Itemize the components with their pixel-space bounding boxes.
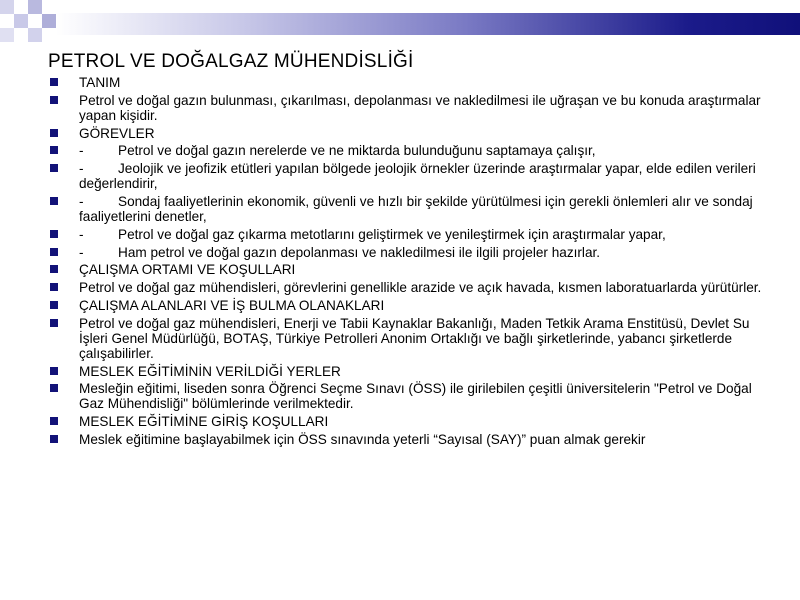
square-bullet-icon	[50, 265, 58, 273]
list-item	[48, 75, 768, 90]
square-bullet-icon	[50, 146, 58, 154]
slide-title: PETROL VE DOĞALGAZ MÜHENDİSLİĞİ	[48, 51, 414, 72]
list-item-text: Sondaj faaliyetlerinin ekonomik, güvenli ve hızlı bir şekilde yürütülmesi için gerekli önlemleri alır ve sondaj faaliyetlerini denetler,	[79, 193, 753, 224]
list-item	[48, 245, 768, 260]
list-item	[48, 298, 768, 313]
square-bullet-icon	[50, 197, 58, 205]
list-item	[48, 126, 768, 141]
dash-marker: -	[79, 193, 84, 209]
square-bullet-icon	[50, 248, 58, 256]
list-item-text: GÖREVLER	[79, 125, 155, 141]
list-item	[48, 227, 768, 242]
header-gradient-bar	[56, 13, 800, 35]
square-bullet-icon	[50, 367, 58, 375]
list-item-text: ÇALIŞMA ALANLARI VE İŞ BULMA OLANAKLARI	[79, 297, 385, 313]
list-item	[48, 414, 768, 429]
list-item-text: ÇALIŞMA ORTAMI VE KOŞULLARI	[79, 262, 296, 278]
dash-marker: -	[79, 226, 84, 242]
list-item-text: MESLEK EĞİTİMİNİN VERİLDİĞİ YERLER	[79, 363, 341, 379]
square-bullet-icon	[50, 384, 58, 392]
list-item-text: MESLEK EĞİTİMİNE GİRİŞ KOŞULLARI	[79, 414, 329, 430]
square-bullet-icon	[50, 164, 58, 172]
dash-marker: -	[79, 161, 84, 177]
list-item-text: Jeolojik ve jeofizik etütleri yapılan bölgede jeolojik örnekler üzerinde araştırmalar yapar, elde edilen verileri değerlendirir,	[79, 161, 756, 192]
square-bullet-icon	[50, 96, 58, 104]
corner-checker-decoration	[0, 0, 64, 50]
list-item	[48, 143, 768, 158]
list-item	[48, 381, 768, 411]
list-item	[48, 316, 768, 361]
dash-marker: -	[79, 244, 84, 260]
square-bullet-icon	[50, 435, 58, 443]
square-bullet-icon	[50, 417, 58, 425]
list-item	[48, 364, 768, 379]
dash-marker: -	[79, 143, 84, 159]
bullet-list	[48, 75, 768, 450]
list-item	[48, 280, 768, 295]
list-item-text: Petrol ve doğal gaz mühendisleri, Enerji ve Tabii Kaynaklar Bakanlığı, Maden Tetkik Arama Enstitüsü, Devlet Su İşleri Genel Müdürlüğü, BOTAŞ, Türkiye Petrolleri Anonim Ortaklığı ve bağlı şirketlerinde, yabancı şirketlerde çalışabilirler.	[79, 315, 750, 361]
list-item	[48, 262, 768, 277]
square-bullet-icon	[50, 319, 58, 327]
square-bullet-icon	[50, 301, 58, 309]
list-item-text: Petrol ve doğal gazın nerelerde ve ne miktarda bulunduğunu saptamaya çalışır,	[118, 143, 596, 159]
list-item-text: Petrol ve doğal gazın bulunması, çıkarılması, depolanması ve nakledilmesi ile uğraşan ve bu konuda araştırmalar yapan kişidir.	[79, 92, 761, 123]
list-item-text: Petrol ve doğal gaz mühendisleri, görevlerini genellikle arazide ve açık havada, kısmen laboratuarlarda yürütürler.	[79, 280, 762, 296]
list-item	[48, 194, 768, 224]
list-item	[48, 161, 768, 191]
list-item	[48, 432, 768, 447]
list-item-text: Meslek eğitimine başlayabilmek için ÖSS sınavında yeterli “Sayısal (SAY)” puan almak gerekir	[79, 431, 646, 447]
square-bullet-icon	[50, 129, 58, 137]
list-item-text: Petrol ve doğal gaz çıkarma metotlarını geliştirmek ve yenileştirmek için araştırmalar yapar,	[118, 226, 666, 242]
square-bullet-icon	[50, 283, 58, 291]
list-item-text: Mesleğin eğitimi, liseden sonra Öğrenci Seçme Sınavı (ÖSS) ile girilebilen çeşitli üniversitelerin "Petrol ve Doğal Gaz Mühendisliği" bölümlerinde verilmektedir.	[79, 381, 752, 412]
square-bullet-icon	[50, 230, 58, 238]
square-bullet-icon	[50, 78, 58, 86]
list-item-text: TANIM	[79, 75, 121, 90]
list-item	[48, 93, 768, 123]
list-item-text: Ham petrol ve doğal gazın depolanması ve nakledilmesi ile ilgili projeler hazırlar.	[118, 244, 601, 260]
